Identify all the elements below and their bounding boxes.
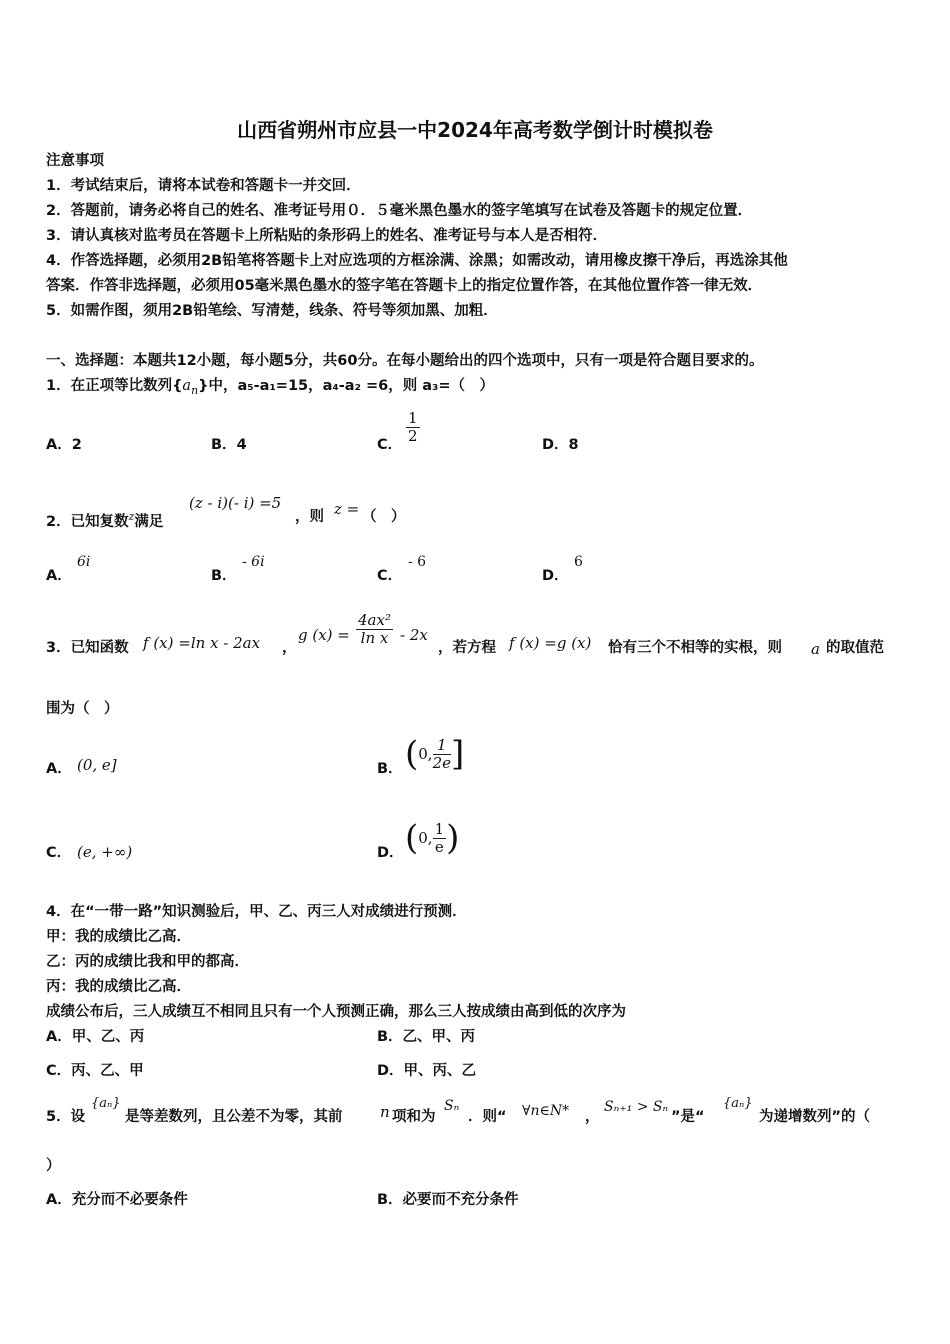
q3-g-fraction: [356, 612, 393, 647]
q5-mid3: ．则“: [468, 1109, 507, 1125]
option-value: 2: [71, 437, 82, 453]
fraction-denominator: 2: [408, 427, 418, 445]
q5-mid1: 是等差数列，且公差不为零，其前: [125, 1109, 343, 1125]
q5-mid4: ”是“: [671, 1109, 705, 1125]
q1-seq-sub: n: [191, 383, 199, 397]
q5-s-var: Sₙ: [444, 1098, 460, 1114]
q5-comma: ，: [585, 1109, 600, 1125]
notice-heading: 注意事项: [46, 153, 104, 169]
notice-4: 4．作答选择题，必须用2B铅笔将答题卡上对应选项的方框涂满、涂黑；如需改动，请用橡皮擦干净后，再选涂其他: [46, 253, 788, 269]
q5-inequality: Sₙ₊₁ > Sₙ: [604, 1099, 669, 1115]
q4-line-3: 丙：我的成绩比乙高．: [46, 979, 191, 995]
q2-option-c[interactable]: [377, 566, 402, 586]
q3-option-a[interactable]: [46, 759, 72, 779]
option-value: 8: [568, 437, 579, 453]
q3-g-tail: - 2x: [400, 626, 428, 644]
q4-option-a[interactable]: A．甲、乙、丙: [46, 1029, 145, 1045]
q3-option-b-value: (0, $\frac{1}{2e}$ ]: [405, 734, 465, 774]
q1-cond1: a₅-a₁=15，: [237, 378, 323, 394]
option-label: C．: [46, 845, 72, 861]
fraction-denominator: 2e: [432, 753, 451, 772]
q3-a-var: a: [811, 640, 820, 658]
q5-option-a[interactable]: A．充分而不必要条件: [46, 1192, 188, 1208]
fraction-numerator: 1: [433, 737, 451, 755]
q5-forall: ∀n∈N*: [522, 1103, 570, 1119]
q1-option-b[interactable]: [211, 435, 247, 455]
q5-n-var: n: [380, 1103, 390, 1121]
q2-z: z: [128, 510, 135, 523]
q2-prefix: 2．已知复数: [46, 514, 129, 530]
q4-line-2: 乙：丙的成绩比我和甲的都高．: [46, 954, 249, 970]
q2-z-eq: z =: [334, 500, 360, 518]
option-value: 4: [236, 437, 247, 453]
notice-1: 1．考试结束后，请将本试卷和答题卡一并交回．: [46, 178, 361, 194]
option-label: C．: [377, 437, 403, 453]
q2-option-a-value: 6i: [77, 554, 91, 570]
q3-option-c-value: (e, +∞): [77, 843, 133, 861]
q4-option-b[interactable]: B．乙、甲、丙: [377, 1029, 476, 1045]
fraction-denominator: ln x: [360, 629, 389, 647]
q3-mid: ，若方程: [438, 640, 496, 656]
q1-mid: }中，: [198, 378, 238, 394]
option-d-lower: 0,: [418, 829, 433, 847]
option-label: A．: [46, 761, 72, 777]
fraction-numerator: 4ax²: [358, 611, 391, 629]
fraction-denominator: e: [434, 837, 444, 856]
q2-option-c-value: - 6: [408, 554, 427, 570]
q5-seq: {aₙ}: [91, 1096, 121, 1111]
question-2: [46, 507, 163, 532]
q2-option-d[interactable]: [542, 566, 569, 586]
option-label: A．: [46, 437, 72, 453]
section-heading: 一、选择题：本题共12小题，每小题5分，共60分。在每小题给出的四个选项中，只有一项是符合题目要求的。: [46, 353, 764, 369]
q3-option-b[interactable]: [377, 759, 403, 779]
q3-option-d-value: (0, $\frac{1}{e}$ ): [405, 818, 460, 858]
q1-option-c[interactable]: [377, 435, 402, 455]
q4-option-d[interactable]: D．甲、丙、乙: [377, 1063, 477, 1079]
q1-option-a[interactable]: [46, 435, 82, 455]
option-label: D．: [542, 568, 569, 584]
q2-tail: （ ）: [362, 509, 406, 525]
q1-prefix: 1．在正项等比数列{: [46, 378, 183, 394]
q2-option-a[interactable]: [46, 566, 72, 586]
q2-then: [295, 507, 324, 527]
question-1: [46, 376, 494, 401]
q4-option-c[interactable]: C．丙、乙、甲: [46, 1063, 144, 1079]
option-label: A．: [46, 568, 72, 584]
q3-option-c[interactable]: [46, 843, 71, 863]
notice-3: 3．请认真核对监考员在答题卡上所粘贴的条形码上的姓名、准考证号与本人是否相符．: [46, 228, 608, 244]
option-label: B．: [211, 437, 237, 453]
q2-option-d-value: 6: [574, 554, 583, 570]
option-label: B．: [211, 568, 237, 584]
q3-line2: 围为（ ）: [46, 701, 119, 717]
option-label: C．: [377, 568, 403, 584]
q2-then-text: ，则: [295, 509, 324, 525]
q1-option-c-fraction: [406, 410, 420, 445]
page-title: 山西省朔州市应县一中2024年高考数学倒计时模拟卷: [237, 118, 713, 142]
q3-option-a-value: (0, e]: [77, 756, 117, 774]
question-4: 4．在“一带一路”知识测验后，甲、乙、丙三人对成绩进行预测．: [46, 904, 467, 920]
option-label: D．: [377, 845, 404, 861]
fraction-numerator: 1: [408, 409, 418, 427]
notice-2: 2．答题前，请务必将自己的姓名、准考证号用０．５毫米黑色墨水的签字笔填写在试卷及答题卡的规定位置．: [46, 203, 753, 219]
q3-tail: 恰有三个不相等的实根，则: [608, 640, 782, 656]
q3-f-def: f (x) =ln x - 2ax: [143, 634, 261, 652]
q5-tail: 为递增数列”的（: [759, 1109, 871, 1125]
q2-mid: 满足: [134, 514, 164, 530]
q3-tail2: 的取值范: [826, 640, 884, 656]
q3-g-lhs: g (x) =: [298, 626, 350, 644]
q4-line-1: 甲：我的成绩比乙高．: [46, 929, 191, 945]
q5-seq2: {aₙ}: [723, 1096, 753, 1111]
q4-line-4: 成绩公布后，三人成绩互不相同且只有一个人预测正确，那么三人按成绩由高到低的次序为: [46, 1004, 626, 1020]
option-label: D．: [542, 437, 569, 453]
option-label: B．: [377, 761, 403, 777]
q3-comma: ，: [282, 640, 297, 656]
q2-condition: (z - i)(- i) =5: [189, 494, 282, 512]
q3-equation: f (x) =g (x): [509, 634, 592, 652]
q3-option-d[interactable]: [377, 843, 404, 863]
q3-prefix: 3．已知函数: [46, 640, 129, 656]
q5-option-b[interactable]: B．必要而不充分条件: [377, 1192, 519, 1208]
q5-line2: ）: [46, 1158, 61, 1174]
q5-prefix: 5．设: [46, 1109, 86, 1125]
q5-mid2: 项和为: [392, 1109, 436, 1125]
notice-5: 5．如需作图，须用2B铅笔绘、写清楚，线条、符号等须加黑、加粗．: [46, 303, 498, 319]
fraction-numerator: 1: [434, 819, 445, 838]
q1-option-d[interactable]: [542, 435, 579, 455]
notice-4-cont: 答案．作答非选择题，必须用05毫米黑色墨水的签字笔在答题卡上的指定位置作答，在其他位置作答一律无效．: [46, 278, 763, 294]
q1-cond2: a₄-a₂ =6，则 a₃=（ ）: [322, 378, 495, 394]
q2-option-b[interactable]: [211, 566, 237, 586]
q2-option-b-value: - 6i: [242, 554, 265, 570]
option-b-lower: 0,: [418, 745, 433, 763]
q1-seq: a: [182, 378, 192, 394]
